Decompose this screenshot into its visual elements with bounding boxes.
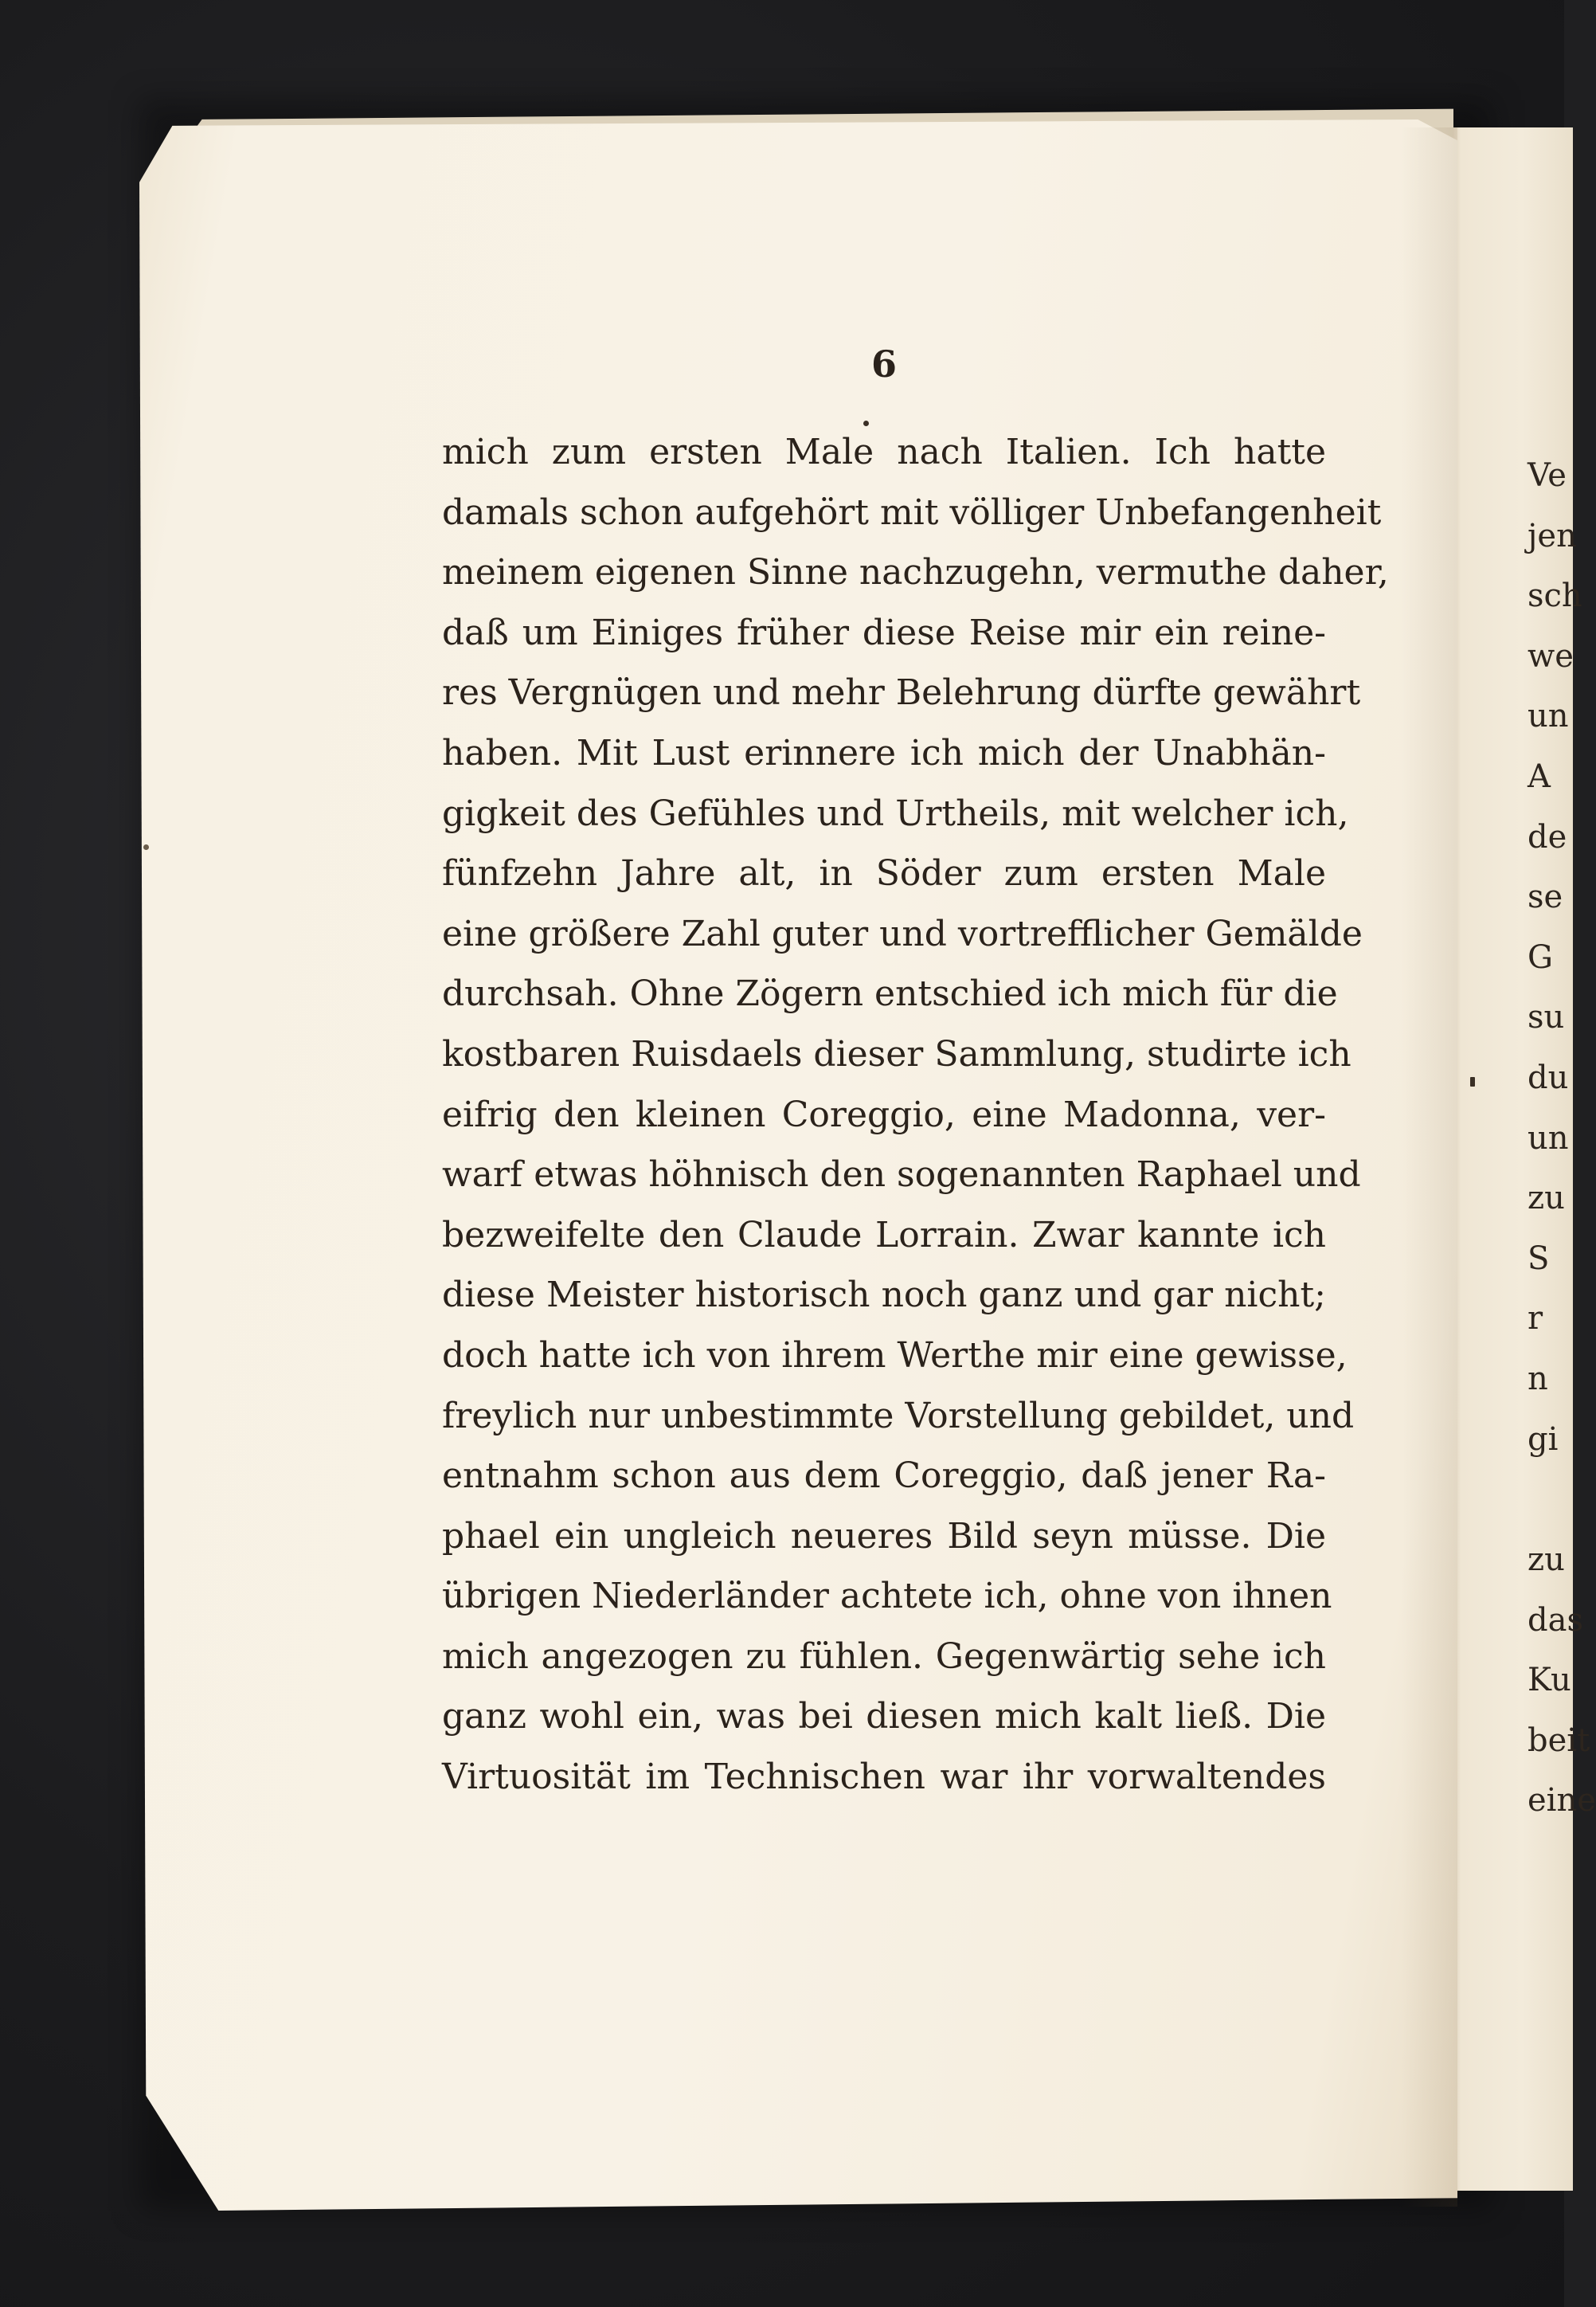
fragment: we bbox=[1528, 637, 1574, 675]
fragment: zu bbox=[1528, 1541, 1565, 1579]
fragment: r bbox=[1528, 1300, 1543, 1338]
text-line: doch hatte ich von ihrem Werthe mir eine gewisse, bbox=[442, 1334, 1348, 1376]
fragment: Ku bbox=[1528, 1662, 1571, 1699]
fragment: beit bbox=[1528, 1721, 1590, 1759]
text-line: kostbaren Ruisdaels dieser Sammlung, studirte ich bbox=[442, 1033, 1352, 1075]
fragment: jen bbox=[1528, 517, 1577, 554]
fragment: A bbox=[1528, 758, 1551, 795]
fragment: gi bbox=[1528, 1420, 1559, 1458]
next-page-text-fragments bbox=[1528, 446, 1596, 1831]
text-line: freylich nur unbestimmte Vorstellung gebildet, und bbox=[442, 1395, 1355, 1436]
fragment: n bbox=[1528, 1360, 1548, 1397]
page-text bbox=[442, 422, 1389, 1808]
page-number: 6 bbox=[870, 343, 897, 386]
text-line: durchsah. Ohne Zögern entschied ich mich für die bbox=[442, 973, 1338, 1015]
text-line: res Vergnügen und mehr Belehrung dürfte gewährt bbox=[442, 672, 1361, 714]
text-line: eine größere Zahl guter und vortrefflicher Gemälde bbox=[442, 913, 1363, 954]
text-line: diese Meister historisch noch ganz und gar nicht; bbox=[442, 1275, 1326, 1316]
binding-pin bbox=[143, 844, 149, 850]
text-line: gigkeit des Gefühles und Urtheils, mit welcher ich, bbox=[442, 793, 1349, 834]
ink-speck bbox=[863, 421, 869, 426]
fragment: das bbox=[1528, 1601, 1583, 1639]
text-line: ganz wohl ein, was bei diesen mich kalt ließ. Die bbox=[442, 1696, 1326, 1737]
text-line: fünfzehn Jahre alt, in Söder zum ersten Male bbox=[442, 853, 1326, 895]
fragment: sch bbox=[1528, 578, 1582, 615]
fragment: su bbox=[1528, 999, 1565, 1036]
text-line: haben. Mit Lust erinnere ich mich der Unabhän- bbox=[442, 732, 1326, 774]
text-line: daß um Einiges früher diese Reise mir ein reine- bbox=[442, 612, 1326, 653]
ink-speck bbox=[1470, 1077, 1475, 1087]
text-line: entnahm schon aus dem Coreggio, daß jener Ra- bbox=[442, 1455, 1326, 1497]
text-line: Virtuosität im Technischen war ihr vorwaltendes bbox=[442, 1757, 1326, 1798]
text-line: bezweifelte den Claude Lorrain. Zwar kannte ich bbox=[442, 1214, 1326, 1255]
text-line: phael ein ungleich neueres Bild seyn müsse. Die bbox=[442, 1515, 1326, 1557]
fragment: S bbox=[1528, 1240, 1550, 1277]
fragment: se bbox=[1528, 879, 1563, 916]
fragment: zu bbox=[1528, 1180, 1565, 1217]
fragment: eine bbox=[1528, 1782, 1596, 1819]
fragment: Ve bbox=[1528, 457, 1567, 494]
text-line: mich zum ersten Male nach Italien. Ich hatte bbox=[442, 432, 1326, 472]
text-line: meinem eigenen Sinne nachzugehn, vermuthe daher, bbox=[442, 552, 1389, 593]
text-line: damals schon aufgehört mit völliger Unbefangenheit bbox=[442, 492, 1382, 533]
fragment: du bbox=[1528, 1059, 1569, 1096]
text-line: mich angezogen zu fühlen. Gegenwärtig sehe ich bbox=[442, 1635, 1326, 1677]
text-line: übrigen Niederländer achtete ich, ohne von ihnen bbox=[442, 1576, 1332, 1617]
fragment: un bbox=[1528, 698, 1569, 735]
fragment: un bbox=[1528, 1119, 1569, 1157]
text-line: warf etwas höhnisch den sogenannten Raphael und bbox=[442, 1154, 1361, 1196]
fragment: de bbox=[1528, 818, 1567, 856]
fragment: G bbox=[1528, 938, 1553, 976]
text-line: eifrig den kleinen Coreggio, eine Madonna, ver- bbox=[442, 1094, 1326, 1135]
gutter-shade bbox=[1402, 127, 1457, 2207]
